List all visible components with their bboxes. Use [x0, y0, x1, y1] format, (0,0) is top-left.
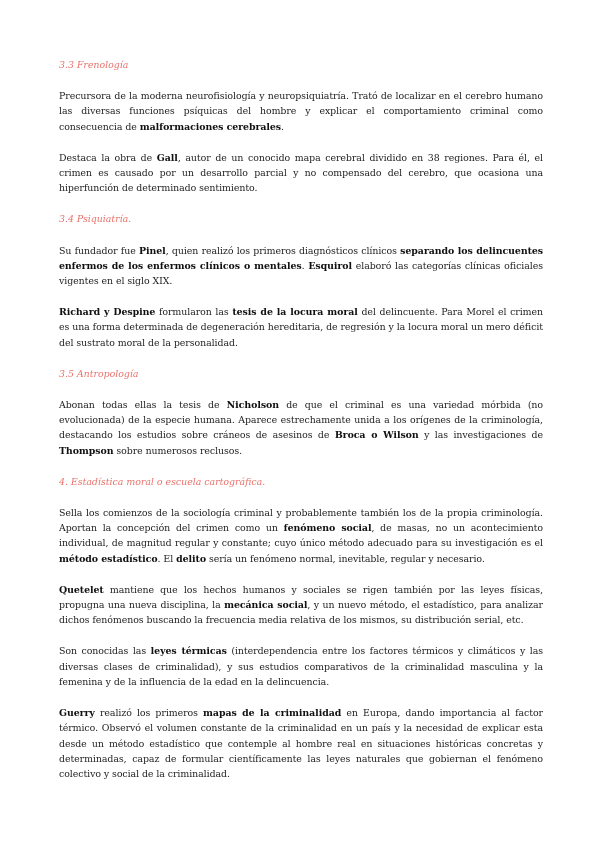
- text-run: de que el criminal es una variedad mórbida (no evolucionada) de la especie humana. Aparece estrechamente unida a los orígenes de la criminología, destacando los estudios sobre cráneos de asesinos de: [59, 400, 544, 442]
- text-run: formularon las: [155, 307, 233, 319]
- section-heading-antropologia: 3.5 Antropología: [59, 368, 139, 380]
- bold-term: Richard y Despine: [59, 307, 156, 319]
- bold-term: mecánica social: [224, 600, 308, 612]
- bold-term: Gall: [156, 152, 178, 164]
- text-run: (interdependencia entre los factores térmicos y climáticos y las diversas clases de criminalidad), y sus estudios comparativos de la criminalidad masculina y la femenina y de la influencia de la edad en la delincuencia.: [59, 646, 544, 688]
- paragraph: [59, 305, 543, 351]
- text-run: .: [281, 121, 284, 133]
- paragraph: [59, 644, 543, 690]
- text-run: Su fundador fue: [59, 245, 139, 257]
- text-run: , quien realizó los primeros diagnósticos clínicos: [165, 245, 401, 257]
- bold-term: Guerry: [59, 708, 95, 720]
- text-run: Abonan todas ellas la tesis de: [59, 400, 227, 412]
- paragraph: [59, 151, 543, 197]
- bold-term: mapas de la criminalidad: [203, 708, 342, 720]
- paragraph: [59, 506, 543, 567]
- section-heading-estadistica-moral: 4. Estadística moral o escuela cartográfica.: [59, 476, 266, 488]
- bold-term: malformaciones cerebrales: [139, 121, 282, 133]
- section-heading-psiquiatria: 3.4 Psiquiatría.: [59, 214, 132, 226]
- bold-term: método estadístico: [59, 553, 158, 565]
- section-heading-frenologia: 3.3 Frenología: [59, 60, 129, 71]
- text-run: . El: [157, 553, 177, 565]
- bold-term: Quetelet: [59, 584, 104, 596]
- text-run: .: [301, 260, 309, 272]
- paragraph: [59, 706, 543, 782]
- text-run: sobre numerosos reclusos.: [113, 445, 243, 457]
- bold-term: Broca o Wilson: [334, 430, 419, 442]
- text-run: realizó los primeros: [94, 708, 204, 720]
- text-run: mantiene que los hechos humanos y sociales se rigen también por las leyes físicas, propugna una nueva disciplina, la: [59, 584, 543, 612]
- bold-term: Pinel: [138, 245, 166, 257]
- bold-term: leyes térmicas: [150, 646, 227, 658]
- text-run: , y un nuevo método, el estadístico, para analizar dichos fenómenos buscando la frecuencia media relativa de los mismos, su distribución serial, etc.: [59, 600, 543, 627]
- text-run: Son conocidas las: [59, 646, 151, 658]
- paragraph: [59, 244, 543, 290]
- bold-term: Esquirol: [308, 260, 353, 272]
- text-run: Precursora de la moderna neurofisiología y neuropsiquiatría. Trató de localizar en el cerebro humano las diversas funciones psíquicas del hombre y explicar el comportamiento criminal como consecuencia de: [59, 91, 543, 133]
- text-run: elaboró las categorías clínicas oficiales vigentes en el siglo XIX.: [59, 260, 543, 288]
- text-run: , de masas, no un acontecimiento individual, de magnitud regular y constante; cuyo único método adecuado para su investigación es el: [59, 523, 543, 550]
- paragraph: [59, 583, 543, 629]
- text-run: del delincuente. Para Morel el crimen es una forma determinada de degeneración hereditaria, de regresión y la locura moral un mero déficit del sustrato moral de la personalidad.: [59, 307, 544, 349]
- text-run: en Europa, dando importancia al factor térmico. Observó el volumen constante de la criminalidad en un país y la necesidad de explicar esta desde un método estadístico que contemple al hombre real en situaciones históricas concretas y determinadas, capaz de formular científicamente las leyes naturales que gobiernan el fenómeno colectivo y social de la criminalidad.: [59, 708, 543, 780]
- bold-term: Thompson: [59, 445, 114, 457]
- bold-term: fenómeno social: [283, 523, 372, 535]
- text-run: sería un fenómeno normal, inevitable, regular y necesario.: [206, 553, 485, 565]
- bold-term: delito: [176, 553, 207, 565]
- bold-term: separando los delincuentes enfermos de los enfermos clínicos o mentales: [59, 245, 544, 272]
- text-run: Sella los comienzos de la sociología criminal y probablemente también los de la propia criminología. Aportan la concepción del crimen como un: [59, 508, 543, 535]
- bold-term: Nicholson: [226, 400, 280, 412]
- bold-term: tesis de la locura moral: [232, 307, 358, 319]
- text-run: Destaca la obra de: [59, 152, 157, 164]
- text-run: , autor de un conocido mapa cerebral dividido en 38 regiones. Para él, el crimen es causado por un desarrollo parcial y no compensado del cerebro, que ocasiona una hiperfunción de determinado sentimiento.: [59, 152, 543, 195]
- text-run: y las investigaciones de: [418, 430, 543, 442]
- paragraph: [59, 89, 543, 135]
- document-body: [59, 58, 543, 798]
- paragraph: [59, 398, 543, 459]
